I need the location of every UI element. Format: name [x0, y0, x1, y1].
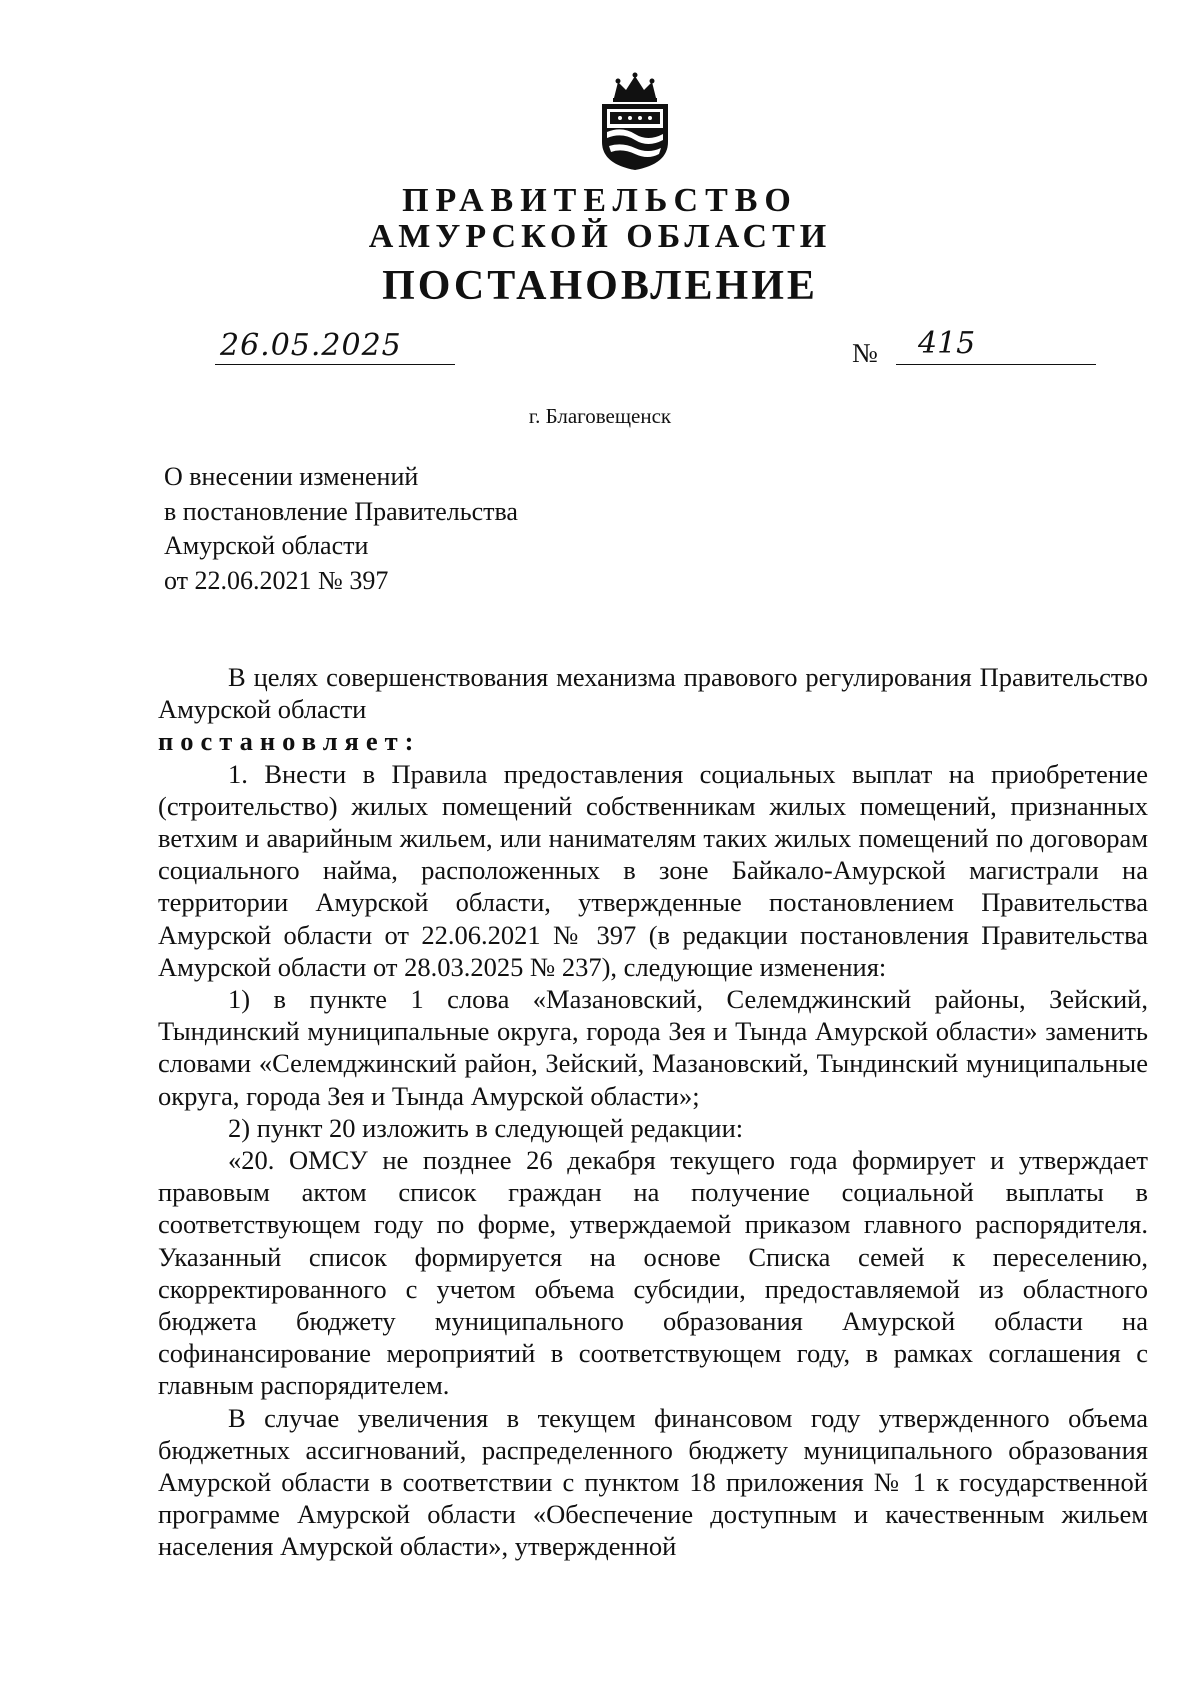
coat-of-arms-emblem [594, 72, 676, 172]
region-title: АМУРСКОЙ ОБЛАСТИ [368, 218, 832, 255]
handwritten-date: 26.05.2025 [220, 328, 402, 363]
document-type-title: ПОСТАНОВЛЕНИЕ [382, 263, 818, 309]
subject-line: Амурской области [164, 531, 369, 560]
city-label: г. Благовещенск [528, 404, 672, 428]
quoted-point-20-paragraph: «20. ОМСУ не позднее 26 декабря текущего года формирует и утверждает правовым актом список граждан на получение социальной выплаты в соответствующем году по форме, утверждаемой приказом главного распорядителя. Указанный список формируется на основе Списка семей к переселению, скорректированного с учетом объема субсидии, предоставляемой из областного бюджета бюджету муниципального образования Амурской области на софинансирование мероприятий в соответствующем году, в рамках соглашения с главным распорядителем. [158, 1145, 1148, 1401]
subject-line: О внесении изменений [164, 462, 419, 491]
number-underline [896, 364, 1096, 365]
document-body [158, 661, 1148, 1563]
subject-line: от 22.06.2021 № 397 [164, 565, 389, 595]
government-title: ПРАВИТЕЛЬСТВО [402, 182, 798, 219]
handwritten-number: 415 [918, 326, 976, 361]
subitem-2-paragraph: 2) пункт 20 изложить в следующей редакции: [228, 1112, 744, 1143]
subject-line: в постановление Правительства [164, 496, 518, 526]
item-1-paragraph: 1. Внести в Правила предоставления социальных выплат на приобретение (строительство) жилых помещений собственникам жилых помещений, признанных ветхим и аварийным жильем, или нанимателям таких жилых помещений по договорам социального найма, расположенных в зоне Байкало-Амурской магистрали на территории Амурской области, утвержденные постановлением Правительства Амурской области от 22.06.2021 № 397 (в редакции постановления Правительства Амурской области от 28.03.2025 № 237), следующие изменения: [158, 758, 1148, 982]
number-sign: № [852, 338, 878, 368]
subitem-1-paragraph: 1) в пункте 1 слова «Мазановский, Селемджинский районы, Зейский, Тындинский муниципальные округа, города Зея и Тында Амурской области» заменить словами «Селемджинский район, Зейский, Мазановский, Тындинский муниципальные округа, города Зея и Тында Амурской области»; [158, 984, 1148, 1111]
document-subject [164, 460, 518, 598]
date-underline [215, 364, 455, 365]
decree-word: постановляет: [158, 726, 421, 757]
final-paragraph: В случае увеличения в текущем финансовом году утвержденного объема бюджетных ассигнований, распределенного бюджету муниципального образования Амурской области в соответствии с пунктом 18 приложения № 1 к государственной программе Амурской области «Обеспечение доступным и качественным жильем населения Амурской области», утвержденной [158, 1402, 1148, 1562]
preamble-paragraph: В целях совершенствования механизма правового регулирования Правительство Амурской области [158, 662, 1148, 725]
